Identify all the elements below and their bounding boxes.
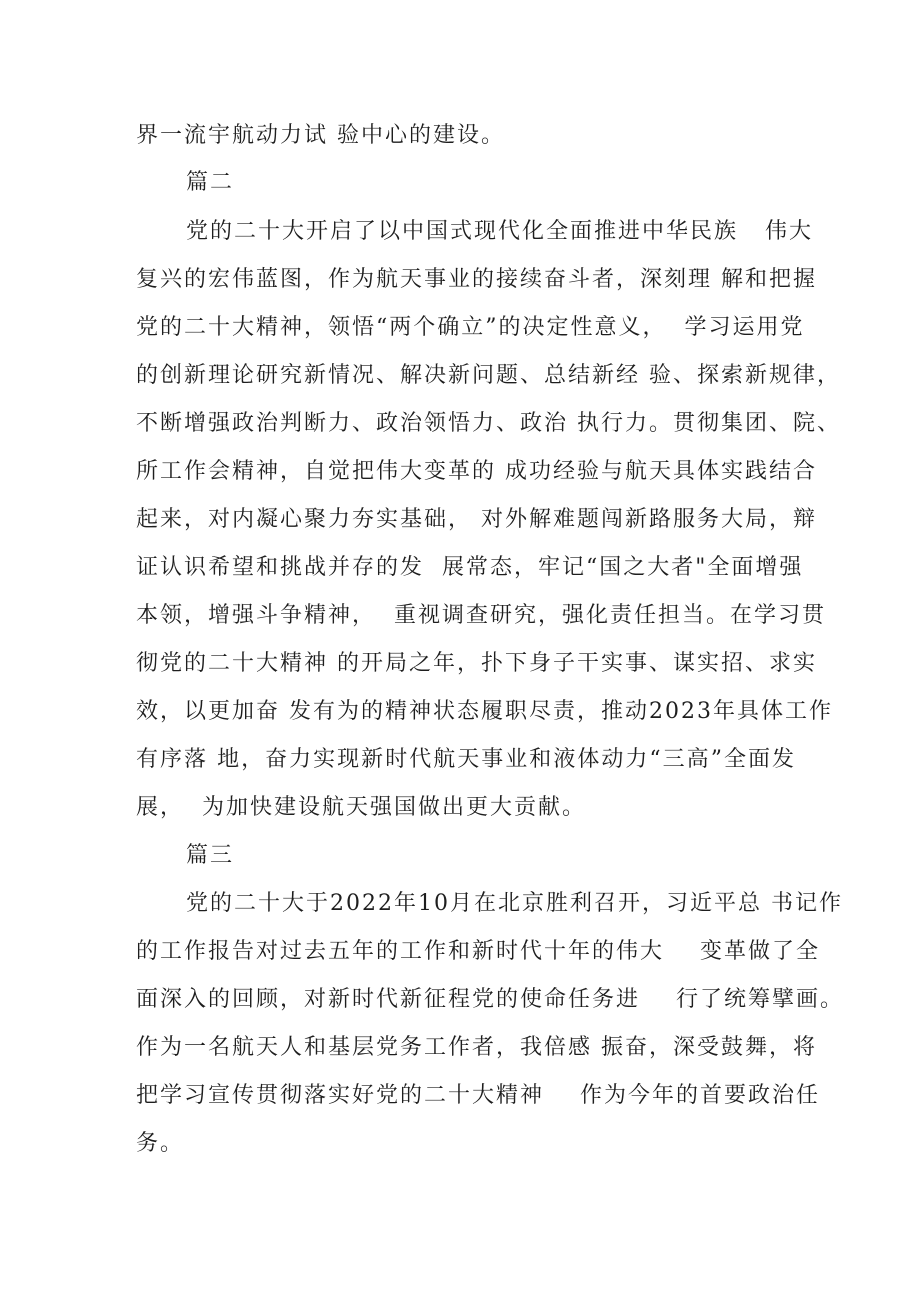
paragraph-line: 不断增强政治判断力、政治领悟力、政治 执行力。贯彻集团、院、 — [136, 411, 841, 436]
paragraph-line: 务。 — [136, 1131, 185, 1156]
paragraph-line: 效，以更加奋 发有为的精神状态履职尽责，推动2023年具体工作 — [136, 699, 833, 724]
paragraph-line: 的工作报告对过去五年的工作和新时代十年的伟大 变革做了全 — [136, 939, 820, 964]
paragraph-line: 本领，增强斗争精神， 重视调查研究，强化责任担当。在学习贯 — [136, 603, 826, 628]
paragraph-line: 把学习宣传贯彻落实好党的二十大精神 作为今年的首要政治任 — [136, 1083, 820, 1108]
paragraph-line: 有序落 地，奋力实现新时代航天事业和液体动力“三高”全面发 — [136, 747, 796, 772]
paragraph-line: 党的二十大开启了以中国式现代化全面推进中华民族 伟大 — [186, 219, 813, 244]
paragraph-line: 面深入的回顾，对新时代新征程党的使命任务进 行了统筹擘画。 — [136, 987, 844, 1012]
paragraph-line: 复兴的宏伟蓝图，作为航天事业的接续奋斗者，深刻理 解和把握 — [136, 267, 817, 292]
paragraph-line: 起来，对内凝心聚力夯实基础， 对外解难题闯新路服务大局，辩 — [136, 507, 817, 532]
paragraph-line: 作为一名航天人和基层党务工作者，我倍感 振奋，深受鼓舞，将 — [136, 1035, 817, 1060]
paragraph-line: 证认识希望和挑战并存的发 展常态，牢记“国之大者"全面增强 — [136, 555, 804, 580]
paragraph-line: 彻党的二十大精神 的开局之年，扑下身子干实事、谋实招、求实 — [136, 651, 817, 676]
paragraph-line: 的创新理论研究新情况、解决新问题、总结新经 验、探索新规律， — [136, 363, 841, 388]
paragraph-line: 界一流宇航动力试 验中心的建设。 — [136, 123, 505, 148]
section-heading-2: 篇二 — [186, 170, 235, 195]
paragraph-line: 所工作会精神，自觉把伟大变革的 成功经验与航天具体实践结合 — [136, 459, 817, 484]
paragraph-line: 党的二十大于2022年10月在北京胜利召开，习近平总 书记作 — [186, 891, 843, 916]
paragraph-line: 展， 为加快建设航天强国做出更大贡献。 — [136, 795, 586, 820]
paragraph-line: 党的二十大精神，领悟“两个确立”的决定性意义， 学习运用党 — [136, 315, 805, 340]
section-heading-3: 篇三 — [186, 843, 235, 868]
